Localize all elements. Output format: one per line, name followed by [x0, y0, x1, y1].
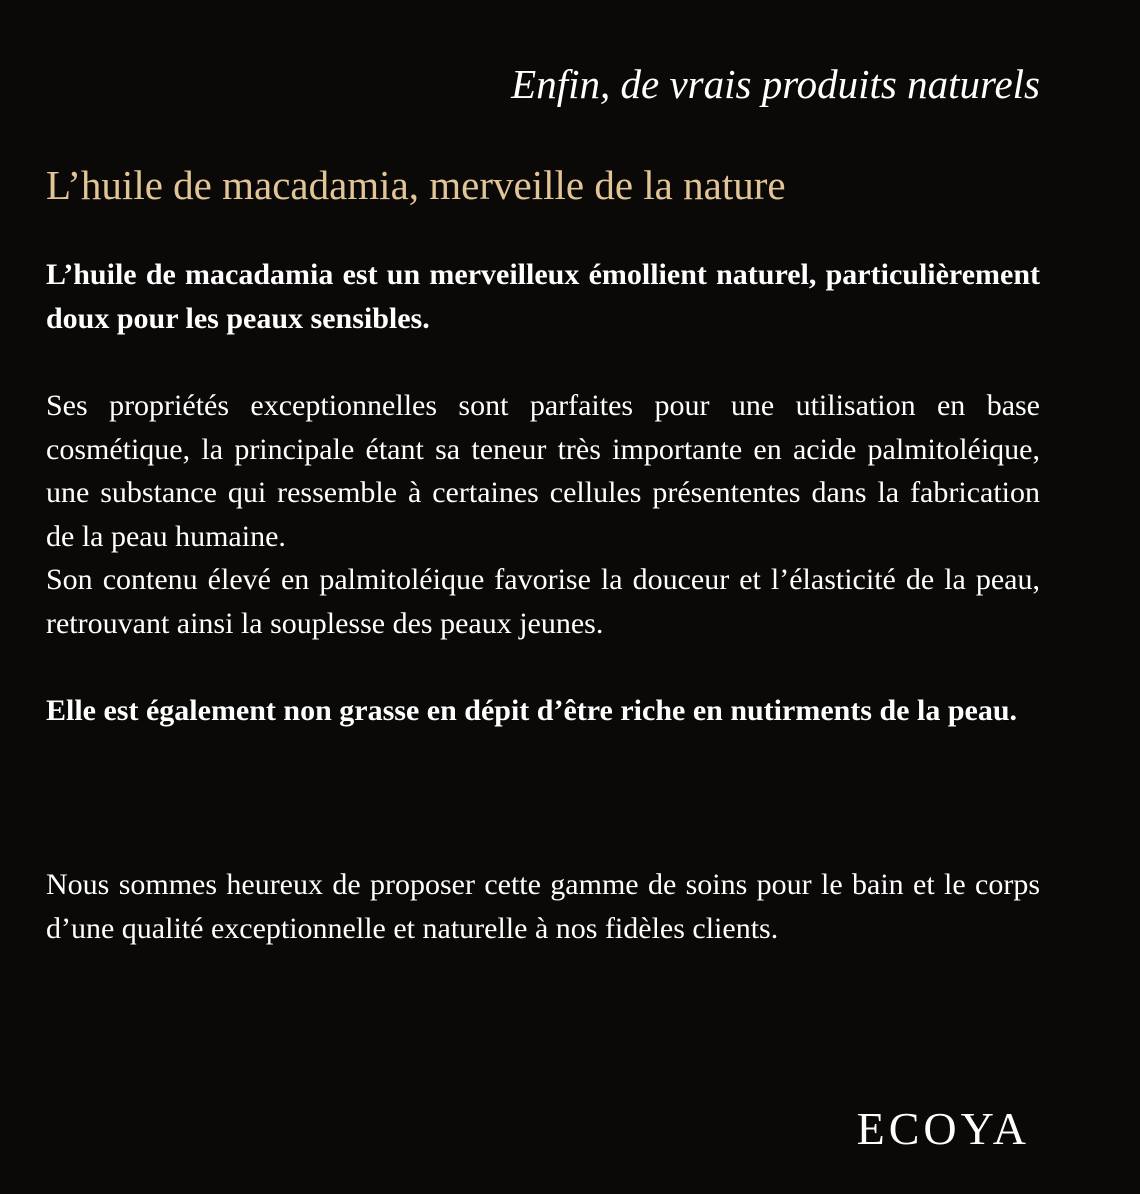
closing-paragraph: Nous sommes heureux de proposer cette gamme de soins pour le bain et le corps d’une qualité exceptionnelle et naturelle à nos fidèles clients.	[46, 868, 1040, 945]
non-greasy-paragraph: Elle est également non grasse en dépit d’être riche en nutirments de la peau.	[46, 694, 1018, 727]
properties-text-2: Son contenu élevé en palmitoléique favorise la douceur et l’élasticité de la peau, retrouvant ainsi la souplesse des peaux jeunes.	[46, 563, 1040, 640]
ecoya-logo: ECOYA	[856, 1103, 1030, 1154]
tagline: Enfin, de vrais produits naturels	[511, 61, 1040, 107]
properties-text-1: Ses propriétés exceptionnelles sont parfaites pour une utilisation en base cosmétique, la principale étant sa teneur très importante en acide palmitoléique, une substance qui ressemble à certaines cellules présententes dans la fabrication de la peau humaine.	[46, 389, 1040, 553]
intro-paragraph: L’huile de macadamia est un merveilleux émollient naturel, particulièrement doux pour les peaux sensibles.	[46, 258, 1040, 335]
section-heading: L’huile de macadamia, merveille de la nature	[46, 162, 786, 208]
document-page	[46, 0, 1040, 1194]
properties-paragraph	[46, 384, 1040, 645]
